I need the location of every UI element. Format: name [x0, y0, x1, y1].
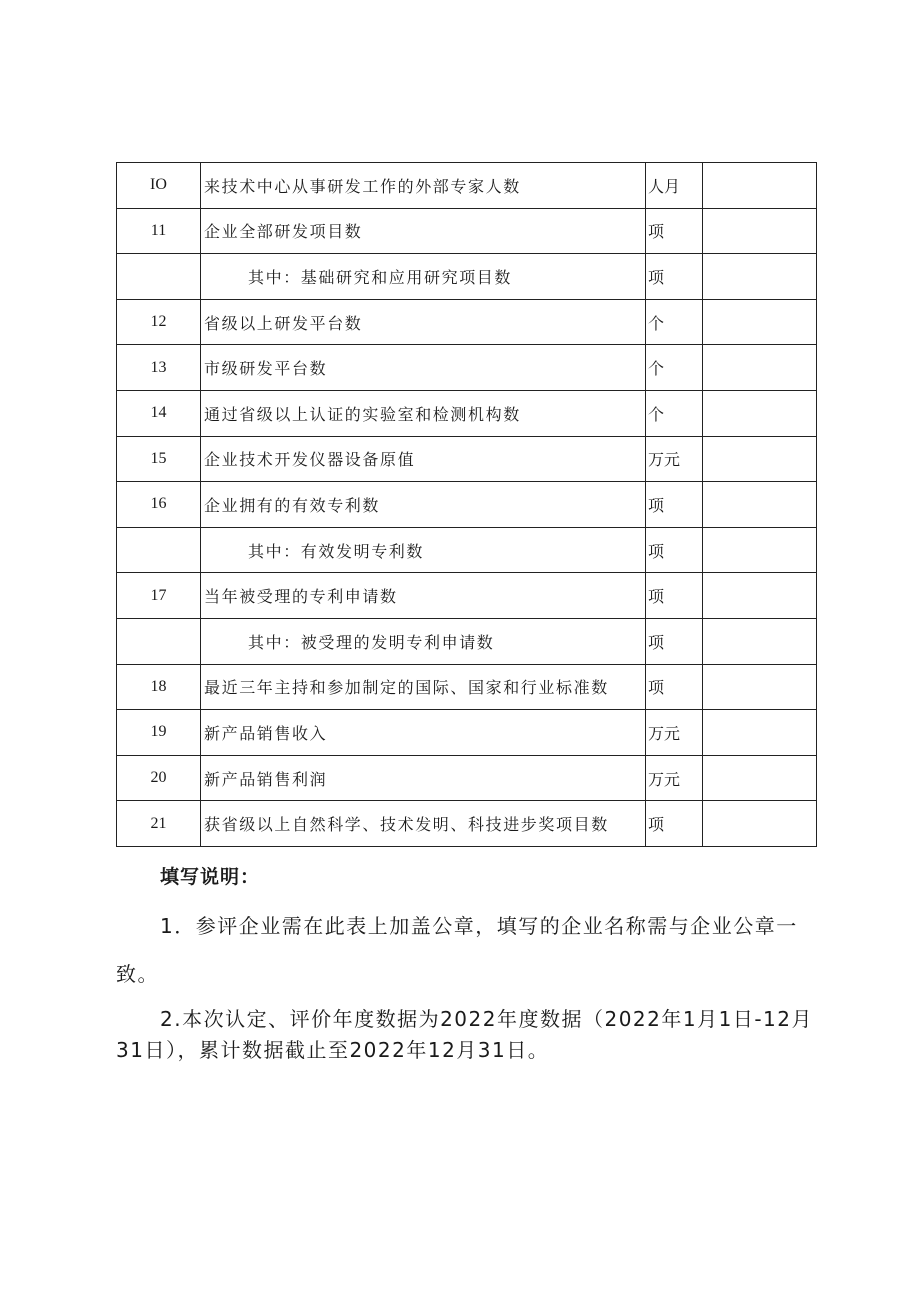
table-row: [117, 527, 817, 573]
row-value-cell[interactable]: [703, 208, 817, 254]
row-value-cell[interactable]: [703, 618, 817, 664]
row-number-cell: 20: [117, 755, 201, 801]
row-subitem-cell: 其中：被受理的发明专利申请数: [201, 618, 646, 664]
row-unit-cell: 项: [646, 618, 703, 664]
row-item-cell: 通过省级以上认证的实验室和检测机构数: [201, 390, 646, 436]
row-number-cell: 17: [117, 573, 201, 619]
row-value-cell[interactable]: [703, 664, 817, 710]
row-unit-cell: 万元: [646, 436, 703, 482]
table-row: [117, 299, 817, 345]
row-item-cell: 最近三年主持和参加制定的国际、国家和行业标准数: [201, 664, 646, 710]
row-number-cell: IO: [117, 163, 201, 209]
row-subitem-cell: 其中：有效发明专利数: [201, 527, 646, 573]
row-number-cell: 12: [117, 299, 201, 345]
row-item-cell: 企业拥有的有效专利数: [201, 482, 646, 528]
row-value-cell[interactable]: [703, 254, 817, 300]
statistics-table: [116, 162, 817, 847]
table-row: [117, 482, 817, 528]
row-number-cell: 14: [117, 390, 201, 436]
row-unit-cell: 万元: [646, 710, 703, 756]
table-row: [117, 618, 817, 664]
note-2-line-2: 31日），累计数据截止至2022年12月31日。: [116, 1038, 550, 1062]
row-value-cell[interactable]: [703, 390, 817, 436]
table-row: [117, 390, 817, 436]
row-number-cell: [117, 618, 201, 664]
table-row: [117, 436, 817, 482]
row-unit-cell: 万元: [646, 755, 703, 801]
table-row: [117, 664, 817, 710]
table-row: [117, 254, 817, 300]
row-unit-cell: 个: [646, 390, 703, 436]
row-unit-cell: 项: [646, 573, 703, 619]
row-unit-cell: 项: [646, 482, 703, 528]
row-number-cell: [117, 527, 201, 573]
row-number-cell: 11: [117, 208, 201, 254]
table-row: [117, 163, 817, 209]
table-row: [117, 710, 817, 756]
row-unit-cell: 项: [646, 527, 703, 573]
row-unit-cell: 项: [646, 254, 703, 300]
table-row: [117, 208, 817, 254]
row-value-cell[interactable]: [703, 710, 817, 756]
table-body: [117, 163, 817, 847]
row-item-cell: 新产品销售收入: [201, 710, 646, 756]
row-number-cell: 16: [117, 482, 201, 528]
row-value-cell[interactable]: [703, 345, 817, 391]
row-value-cell[interactable]: [703, 163, 817, 209]
row-number-cell: 13: [117, 345, 201, 391]
row-unit-cell: 个: [646, 345, 703, 391]
row-value-cell[interactable]: [703, 299, 817, 345]
row-value-cell[interactable]: [703, 482, 817, 528]
row-unit-cell: 人月: [646, 163, 703, 209]
table-row: [117, 801, 817, 847]
row-value-cell[interactable]: [703, 527, 817, 573]
row-number-cell: 15: [117, 436, 201, 482]
table-row: [117, 573, 817, 619]
row-unit-cell: 项: [646, 664, 703, 710]
row-item-cell: 企业全部研发项目数: [201, 208, 646, 254]
row-number-cell: 18: [117, 664, 201, 710]
row-item-cell: 企业技术开发仪器设备原值: [201, 436, 646, 482]
row-unit-cell: 项: [646, 801, 703, 847]
row-item-cell: 省级以上研发平台数: [201, 299, 646, 345]
row-value-cell[interactable]: [703, 801, 817, 847]
row-value-cell[interactable]: [703, 436, 817, 482]
row-subitem-cell: 其中：基础研究和应用研究项目数: [201, 254, 646, 300]
row-number-cell: 19: [117, 710, 201, 756]
table-row: [117, 755, 817, 801]
table-row: [117, 345, 817, 391]
row-item-cell: 新产品销售利润: [201, 755, 646, 801]
row-unit-cell: 个: [646, 299, 703, 345]
row-value-cell[interactable]: [703, 755, 817, 801]
row-number-cell: 21: [117, 801, 201, 847]
note-2-line-1: 2.本次认定、评价年度数据为2022年度数据（2022年1月1日-12月: [160, 1007, 813, 1031]
row-item-cell: 获省级以上自然科学、技术发明、科技进步奖项目数: [201, 801, 646, 847]
note-1-line-2: 致。: [116, 962, 159, 986]
notes-title: 填写说明：: [160, 866, 261, 888]
row-item-cell: 来技术中心从事研发工作的外部专家人数: [201, 163, 646, 209]
note-1-line-1: 1．参评企业需在此表上加盖公章，填写的企业名称需与企业公章一: [160, 914, 798, 938]
row-unit-cell: 项: [646, 208, 703, 254]
row-value-cell[interactable]: [703, 573, 817, 619]
row-item-cell: 市级研发平台数: [201, 345, 646, 391]
row-item-cell: 当年被受理的专利申请数: [201, 573, 646, 619]
row-number-cell: [117, 254, 201, 300]
